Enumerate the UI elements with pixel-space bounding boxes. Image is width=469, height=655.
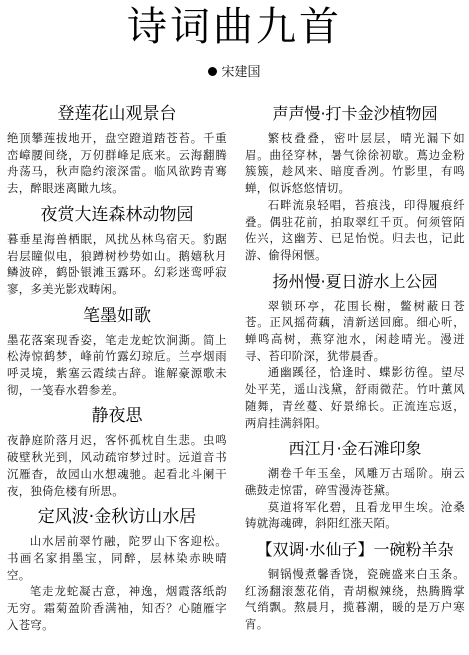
poem-paragraph: 翠锁环亭，花围长榭，鳖树蔽日苍苍。正风摇荷藕，清新送回廊。细心听，蝉鸣高树，燕穿池水，闲趁晴光。漫迸寻、苔印阶深，犹带晨香。 (245, 298, 465, 363)
poem-paragraph: 夜静庭阶落月迟，客怀孤枕自生悲。虫鸣破壁秋光到，风动疏帘梦过时。远道音书沉雁杳，故园山水想魂驰。起看北斗阑干夜，独倚危楼有所思。 (7, 433, 227, 498)
right-column (245, 96, 465, 638)
poem-paragraph: 石畔流泉轻唱，苔痕浅，印得履痕纤叠。偶驻花前，拍取翠红千页。何须管陌佐兴，这幽芳、已足怡悦。归去也，记此游、偷得闲惬。 (245, 197, 465, 262)
poem-title: 西江月·金石滩印象 (288, 439, 422, 459)
poem-title: 静夜思 (91, 406, 143, 427)
poem (245, 103, 465, 264)
poem (7, 506, 227, 633)
poem-paragraph: 繁枝叠叠，密叶层层，晴光漏下如眉。曲径穿林，暑气徐徐初歇。蔦边金粉簇簇，趁风来、暗度香冽。竹影里，有鸣蝉，似诉悠悠情切。 (245, 131, 465, 196)
poem (7, 204, 227, 298)
poem-title: 扬州慢·夏日游水上公园 (272, 271, 438, 291)
poem-paragraph: 铜锅慢煮馨香饶，瓷碗盛来白玉条。红汤翻滚葱花俏，青胡椒辣绕，热腾腾掌气绡飘。熬晨月，揽暮潮，暖的是万户寒宵。 (245, 567, 465, 632)
poem (7, 103, 227, 197)
poem (7, 405, 227, 499)
poem-paragraph: 莫道将军化碧，且看龙甲生埃。沧桑铸就海魂碑，斜阳红涨天陌。 (245, 499, 465, 531)
poem (7, 305, 227, 399)
poem-paragraph: 暮垂星海兽栖眠，风扰丛林鸟宿天。豹踞岩层瞳似电，狼蹲树杪势如山。鹅嬉秋月鳞波碎，鹤卧银滩玉露环。幻彩迷鸾呼寂寥，多美光影戏畴闲。 (7, 231, 227, 296)
author-name: 宋建国 (221, 65, 261, 80)
poem-paragraph: 通幽蹊径，恰逢时、蝶影彷徨。望尽处平芜，遥山浅黛，舒雨微茫。竹叶薰风随舞，青丝蔓、好景绵长。正流连忘返，两肩挂满斜阳。 (245, 365, 465, 430)
left-column (7, 96, 227, 638)
poem-title: 声声慢·打卡金沙植物园 (272, 104, 438, 123)
poem-paragraph: 笔走龙蛇凝古意，神逸，烟霞落纸韵无穷。霜菊盈阶香满袖，知否？心随雁字入苍穹。 (7, 584, 227, 632)
poem (245, 539, 465, 633)
poem-paragraph: 墨花落案现香姿，笔走龙蛇饮涧澌。简上松涛惊鹤梦，峰前竹露幻琼卮。兰亭烟雨呼灵境，紫塞云霞续古辞。谁解豪源歌未彻，一笺春水碧参差。 (7, 332, 227, 397)
poem-paragraph: 绝顶攀莲拔地开，盘空蹬道踏苍苔。千重峦嶂腰间绕，万仞群峰足底来。云海翻腾舟荡马，秋声隐约滚深雷。临风欲跨青骞去，醉眼迷离瞰九垓。 (7, 131, 227, 196)
poem-title: 夜赏大连森林动物园 (40, 204, 194, 225)
poem-title: 登莲花山观景台 (57, 104, 177, 124)
bullet-dot-icon (208, 67, 217, 76)
poem (245, 438, 465, 532)
poem-title: 定风波·金秋访山水居 (37, 507, 197, 528)
page-title: 诗词曲九首 (127, 4, 342, 50)
poem-title: 【双调·水仙子】一碗粉羊杂 (256, 540, 454, 560)
poem (245, 271, 465, 432)
poem-title: 笔墨如歌 (83, 305, 151, 326)
poem-paragraph: 山水居前翠竹融，陀罗山下客迎松。书画名家捐墨宝，同醉，层林染赤映晴空。 (7, 534, 227, 582)
author-byline (0, 65, 469, 81)
poem-paragraph: 潮卷千年玉垒，风雕万古瑶阶。崩云礁鼓走惊雷，碎雪漫涛苍黛。 (245, 466, 465, 497)
